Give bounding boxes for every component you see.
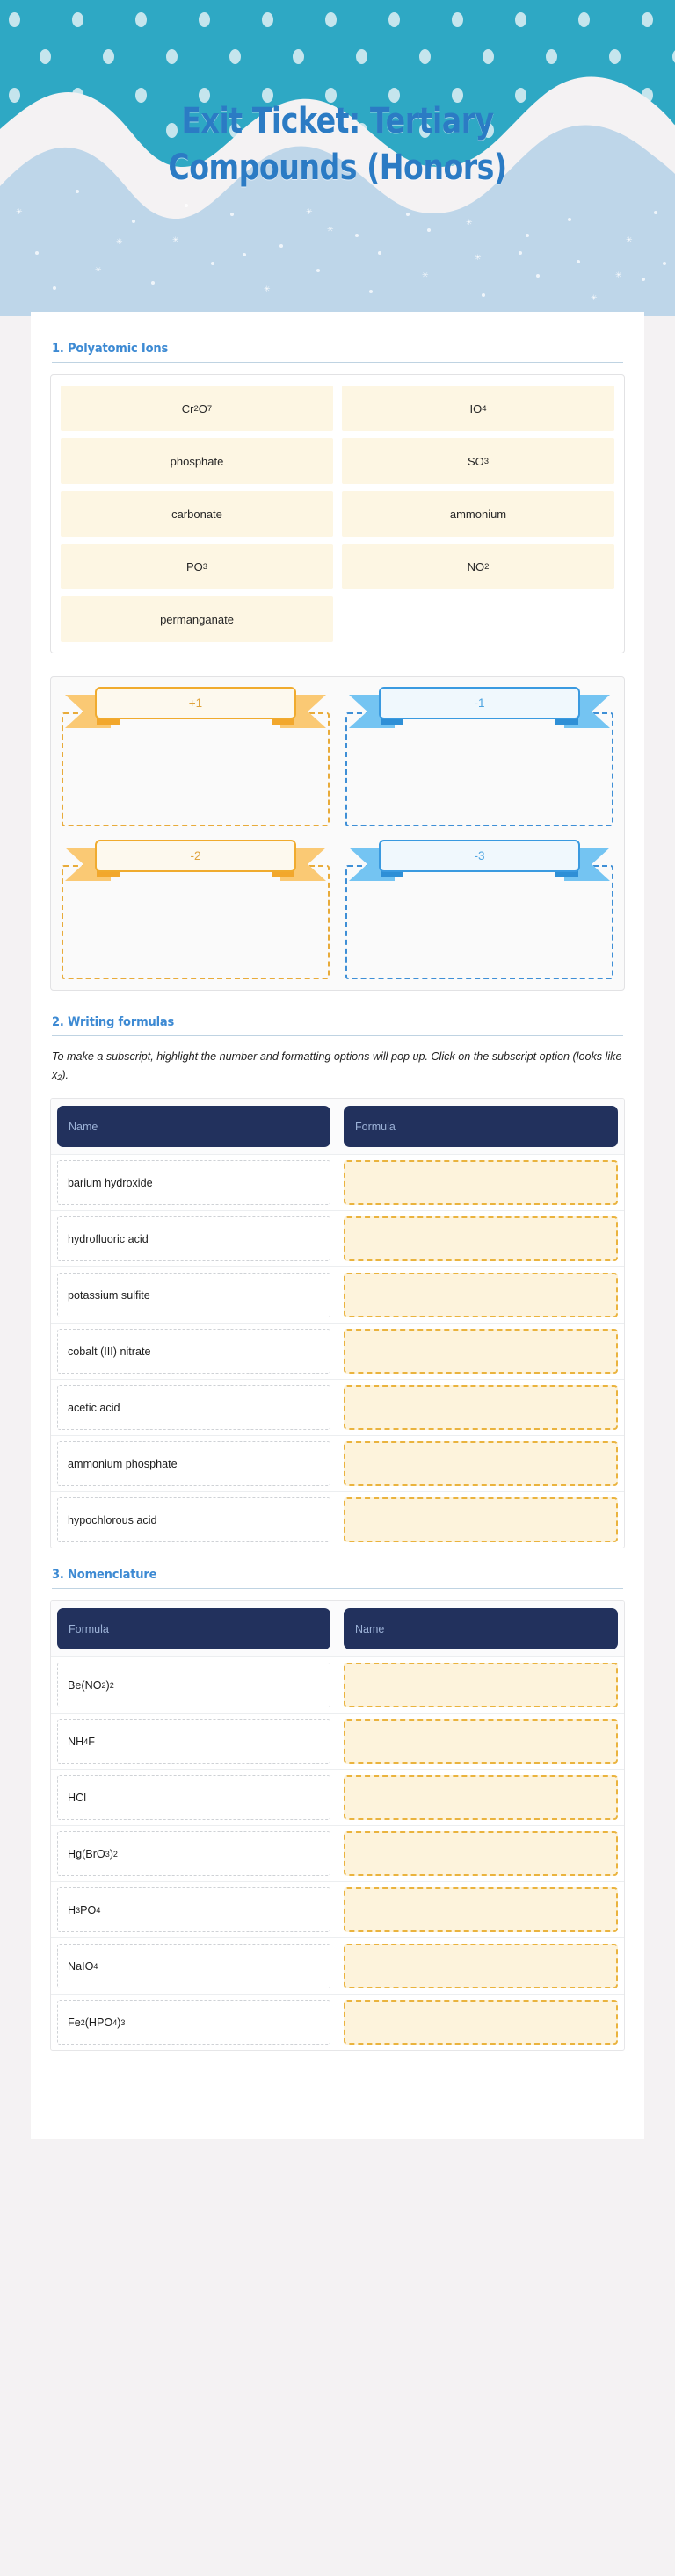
column-header-label: Formula bbox=[344, 1106, 618, 1147]
answer-cell bbox=[338, 1436, 624, 1491]
charge-label: -1 bbox=[379, 687, 580, 719]
section-writing-formulas bbox=[50, 1015, 625, 1548]
table-row bbox=[51, 1155, 624, 1211]
ion-tile[interactable]: PO 3 bbox=[61, 544, 333, 589]
answer-input[interactable] bbox=[344, 1273, 618, 1317]
prompt-cell bbox=[51, 1770, 338, 1825]
table-row bbox=[51, 1267, 624, 1324]
answer-cell bbox=[338, 1324, 624, 1379]
ion-drop-target[interactable] bbox=[62, 712, 330, 826]
prompt-text: hydrofluoric acid bbox=[57, 1216, 330, 1261]
charge-label: +1 bbox=[95, 687, 296, 719]
prompt-text: Fe 2 (HPO 4 ) 3 bbox=[57, 2000, 330, 2045]
answer-cell bbox=[338, 1211, 624, 1266]
prompt-cell bbox=[51, 1211, 338, 1266]
ion-drop-zone[interactable] bbox=[345, 686, 613, 826]
answer-input[interactable] bbox=[344, 1441, 618, 1486]
prompt-text: NH 4 F bbox=[57, 1719, 330, 1764]
answer-cell bbox=[338, 1267, 624, 1323]
ion-tile[interactable]: Cr 2 O 7 bbox=[61, 386, 333, 431]
answer-input[interactable] bbox=[344, 1887, 618, 1932]
banner-snowflake-pattern: ✳ ✳ ✳ ✳ ✳ ✳ ✳ ✳ ✳ ✳ ✳ ✳ ✳ bbox=[0, 105, 675, 316]
table-header-cell bbox=[338, 1601, 624, 1656]
answer-input[interactable] bbox=[344, 1775, 618, 1820]
answer-input[interactable] bbox=[344, 1719, 618, 1764]
worksheet-sheet bbox=[31, 312, 644, 2139]
ion-tile[interactable]: ammonium bbox=[342, 491, 614, 537]
ion-drop-zone-grid bbox=[50, 676, 625, 991]
prompt-cell bbox=[51, 1938, 338, 1994]
sheet-bottom-padding bbox=[50, 2070, 625, 2107]
section-1-divider bbox=[52, 362, 623, 363]
subscript-instruction-sub: 2 bbox=[57, 1073, 62, 1082]
answer-input[interactable] bbox=[344, 1497, 618, 1542]
subscript-instruction bbox=[52, 1048, 623, 1087]
subscript-instruction-part-2: ). bbox=[62, 1069, 69, 1081]
ion-tile[interactable]: phosphate bbox=[61, 438, 333, 484]
prompt-text: NaIO 4 bbox=[57, 1944, 330, 1988]
prompt-text: H 3 PO 4 bbox=[57, 1887, 330, 1932]
answer-cell bbox=[338, 1995, 624, 2050]
ion-drop-zone[interactable] bbox=[62, 839, 330, 979]
ion-tile[interactable]: carbonate bbox=[61, 491, 333, 537]
answer-cell bbox=[338, 1380, 624, 1435]
table-header-cell bbox=[338, 1099, 624, 1154]
prompt-cell bbox=[51, 1657, 338, 1713]
page-title-line-1: Exit Ticket: Tertiary bbox=[181, 101, 494, 141]
ion-drop-target[interactable] bbox=[62, 865, 330, 979]
charge-label: -2 bbox=[95, 840, 296, 872]
ion-tile[interactable]: IO 4 bbox=[342, 386, 614, 431]
page-title-line-2: Compounds (Honors) bbox=[168, 148, 507, 188]
prompt-cell bbox=[51, 1826, 338, 1881]
prompt-text: hypochlorous acid bbox=[57, 1497, 330, 1542]
answer-input[interactable] bbox=[344, 1329, 618, 1374]
nomenclature-table bbox=[50, 1600, 625, 2051]
prompt-text: ammonium phosphate bbox=[57, 1441, 330, 1486]
page-banner bbox=[0, 0, 675, 316]
section-2-heading: 2. Writing formulas bbox=[52, 1015, 175, 1029]
answer-input[interactable] bbox=[344, 1216, 618, 1261]
section-2-divider bbox=[52, 1035, 623, 1036]
answer-cell bbox=[338, 1492, 624, 1548]
ion-tile[interactable]: SO 3 bbox=[342, 438, 614, 484]
prompt-text: potassium sulfite bbox=[57, 1273, 330, 1317]
answer-input[interactable] bbox=[344, 1160, 618, 1205]
prompt-cell bbox=[51, 1492, 338, 1548]
table-row bbox=[51, 1380, 624, 1436]
ion-drop-zone[interactable] bbox=[345, 839, 613, 979]
section-polyatomic-ions bbox=[50, 342, 625, 991]
answer-cell bbox=[338, 1826, 624, 1881]
prompt-cell bbox=[51, 1324, 338, 1379]
prompt-text: acetic acid bbox=[57, 1385, 330, 1430]
answer-input[interactable] bbox=[344, 1944, 618, 1988]
prompt-text: Hg(BrO 3 ) 2 bbox=[57, 1831, 330, 1876]
ion-drop-target[interactable] bbox=[345, 865, 613, 979]
prompt-cell bbox=[51, 1714, 338, 1769]
column-header-label: Name bbox=[57, 1106, 330, 1147]
table-header-row bbox=[51, 1601, 624, 1657]
answer-input[interactable] bbox=[344, 1831, 618, 1876]
table-row bbox=[51, 1826, 624, 1882]
table-row bbox=[51, 1938, 624, 1995]
answer-cell bbox=[338, 1882, 624, 1937]
column-header-label: Name bbox=[344, 1608, 618, 1649]
answer-input[interactable] bbox=[344, 2000, 618, 2045]
section-1-heading: 1. Polyatomic Ions bbox=[52, 342, 169, 356]
prompt-cell bbox=[51, 1267, 338, 1323]
answer-input[interactable] bbox=[344, 1663, 618, 1707]
table-header-row bbox=[51, 1099, 624, 1155]
section-3-heading: 3. Nomenclature bbox=[52, 1568, 157, 1582]
prompt-text: cobalt (III) nitrate bbox=[57, 1329, 330, 1374]
section-nomenclature bbox=[50, 1568, 625, 2051]
section-3-divider bbox=[52, 1588, 623, 1589]
table-row bbox=[51, 1657, 624, 1714]
prompt-cell bbox=[51, 1882, 338, 1937]
table-row bbox=[51, 1436, 624, 1492]
answer-input[interactable] bbox=[344, 1385, 618, 1430]
prompt-cell bbox=[51, 1436, 338, 1491]
page-title bbox=[57, 98, 617, 191]
subscript-instruction-part-1: To make a subscript, highlight the number and formatting options will pop up. Click on the subscript option (looks like x bbox=[52, 1050, 622, 1081]
table-row bbox=[51, 1492, 624, 1548]
writing-formulas-table bbox=[50, 1098, 625, 1548]
ion-drop-zone[interactable] bbox=[62, 686, 330, 826]
prompt-cell bbox=[51, 1995, 338, 2050]
answer-cell bbox=[338, 1155, 624, 1210]
answer-cell bbox=[338, 1938, 624, 1994]
table-header-cell bbox=[51, 1601, 338, 1656]
table-row bbox=[51, 1770, 624, 1826]
ion-tile[interactable]: permanganate bbox=[61, 596, 333, 642]
ion-pool bbox=[50, 374, 625, 653]
ion-tile[interactable]: NO 2 bbox=[342, 544, 614, 589]
prompt-cell bbox=[51, 1380, 338, 1435]
prompt-text: barium hydroxide bbox=[57, 1160, 330, 1205]
answer-cell bbox=[338, 1657, 624, 1713]
prompt-cell bbox=[51, 1155, 338, 1210]
table-header-cell bbox=[51, 1099, 338, 1154]
table-row bbox=[51, 1714, 624, 1770]
answer-cell bbox=[338, 1714, 624, 1769]
prompt-text: HCl bbox=[57, 1775, 330, 1820]
table-row bbox=[51, 1882, 624, 1938]
charge-label: -3 bbox=[379, 840, 580, 872]
answer-cell bbox=[338, 1770, 624, 1825]
table-row bbox=[51, 1995, 624, 2050]
column-header-label: Formula bbox=[57, 1608, 330, 1649]
ion-drop-target[interactable] bbox=[345, 712, 613, 826]
table-row bbox=[51, 1324, 624, 1380]
table-row bbox=[51, 1211, 624, 1267]
prompt-text: Be(NO 2 ) 2 bbox=[57, 1663, 330, 1707]
